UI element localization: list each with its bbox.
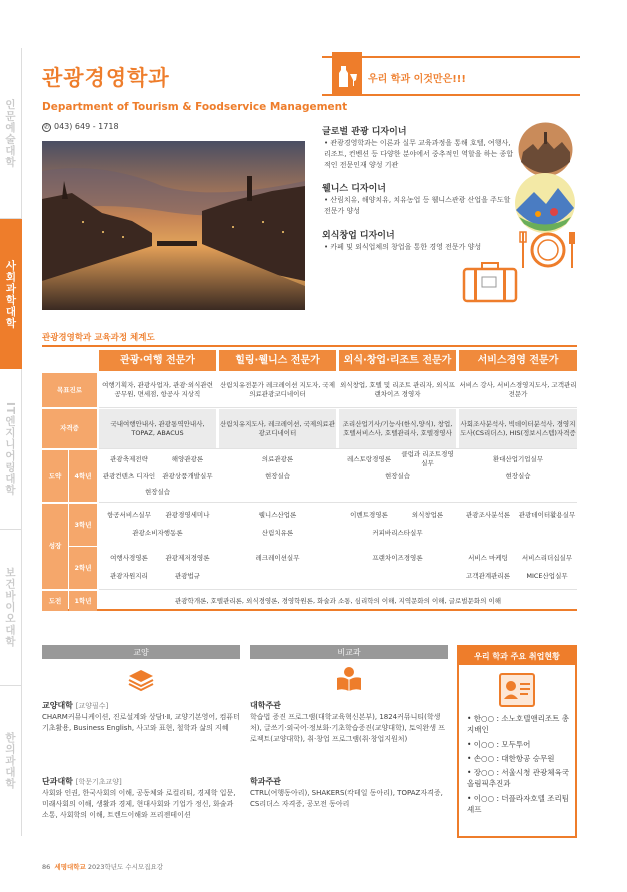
curriculum-title: 관광경영학과 교육과정 체계도 bbox=[42, 333, 155, 343]
employment-item: • 장○○ : 서울시청 관광체육국 올림픽추진과 bbox=[467, 768, 570, 788]
col-head-wellness: 힐링·웰니스 전문가 bbox=[219, 350, 336, 371]
course: 현장실습 bbox=[264, 471, 291, 480]
course: 관광경영세미나 bbox=[165, 510, 210, 519]
course: 고객관계관리론 bbox=[466, 571, 510, 580]
career-desc-food: • 카페 및 외식업체의 창업을 통한 경영 전문가 양성 bbox=[324, 243, 482, 251]
side-tab-label: 한의과대학 bbox=[4, 732, 16, 790]
row-label-goal: 목표진로 bbox=[42, 373, 97, 407]
liberal-text2: 사회와 인권, 한국사회의 이해, 공동체와 로컬리티, 경제학 입문, 미래사회의 이해, 생활과 경제, 현대사회와 기업가 정신, 화술과 소통, 사회학의 이해, 트렌드이해와 프리젠테이션 bbox=[42, 789, 236, 819]
phone-icon: ✆ bbox=[43, 124, 50, 131]
footer-univ: 세명대학교 bbox=[54, 863, 86, 871]
extra-text1: 학습법 증진 프로그램(대학교육혁신본부), 1824커뮤니티(학생처), 글쓰기·외국어·정보화·기초학습증진(교양대학), 토익완생 프로젝트(교양대학), 취·창업 프로그램(취·창업지원처) bbox=[250, 713, 446, 743]
row-label-growth: 성장 bbox=[42, 504, 68, 589]
goal-wellness: 산림치유전문가 레크레이션 지도자, 국제의료관광코디네이터 bbox=[219, 381, 335, 398]
row-label-y1: 1학년 bbox=[69, 591, 97, 611]
license-food: 조리산업기사/기능사(한식,양식), 창업, 호텔서비스사, 호텔관리사, 호텔경영사 bbox=[339, 409, 456, 448]
footer-doc: 2023학년도 수시모집요강 bbox=[87, 863, 164, 871]
employment-item: • 손○○ : 대한항공 승무원 bbox=[467, 754, 555, 763]
course: 웰니스산업론 bbox=[258, 510, 297, 519]
employment-item: • 한○○ : 소노호텔앤리조트 총지배인 bbox=[467, 714, 570, 734]
col-head-tourism: 관광·여행 전문가 bbox=[99, 350, 216, 371]
col-head-food: 외식·창업·리조트 전문가 bbox=[339, 350, 456, 371]
side-tab-social-science[interactable] bbox=[0, 219, 22, 369]
course: 해양관광론 bbox=[171, 454, 204, 463]
employment-item: • 이○○ : 더플라자호텔 조리팀 셰프 bbox=[467, 794, 570, 814]
row-label-leap: 도약 bbox=[42, 450, 68, 502]
id-card-icon bbox=[497, 671, 537, 709]
side-tab-label: 보건바이오대학 bbox=[4, 567, 16, 648]
career-title-wellness: 웰니스 디자이너 bbox=[322, 184, 386, 194]
liberal-sub1 bbox=[42, 700, 108, 711]
careers-box bbox=[322, 56, 580, 304]
course: 관광소비자행동론 bbox=[132, 528, 183, 537]
department-photo bbox=[42, 141, 305, 310]
suitcase-icon bbox=[462, 261, 518, 303]
books-icon bbox=[127, 668, 155, 692]
careers-title: 우리 학과 이것만은!!! bbox=[368, 74, 466, 85]
liberal-text1: CHARM커뮤니케이션, 진로설계와 상담Ⅰ·Ⅱ, 교양기본영어, 컴퓨터기초활용, Business English, 사고와 표현, 철학과 삶의 지혜 bbox=[42, 713, 240, 732]
course: 산림치유론 bbox=[261, 528, 294, 537]
employment-header: 우리 학과 주요 취업현황 bbox=[459, 647, 575, 665]
goal-service: 서비스 강사, 서비스경영지도사, 고객관리전문가 bbox=[459, 381, 577, 398]
course: 여행사경영론 bbox=[110, 553, 148, 562]
course: 클럽과 리조트경영실무 bbox=[401, 450, 454, 467]
side-tab-label: IT엔지니어링대학 bbox=[4, 402, 16, 496]
liberal-sub1-tag: [교양필수] bbox=[75, 702, 109, 710]
side-tab-humanities[interactable] bbox=[0, 48, 22, 218]
first-year-courses: 관광학개론, 호텔관리론, 외식경영론, 경영학원론, 화술과 소통, 심리학의 이해, 지역문화의 이해, 글로벌문화의 이해 bbox=[174, 596, 502, 605]
careers-header bbox=[322, 56, 580, 96]
course: 현장실습 bbox=[505, 471, 531, 480]
course: 환대산업기업실무 bbox=[492, 454, 544, 463]
liberal-sub1-text: 교양대학 bbox=[42, 701, 73, 710]
career-title-food: 외식창업 디자이너 bbox=[322, 231, 395, 241]
goal-tourism: 여행기획자, 관광사업자, 관광·외식관련 공무원, 면세점, 항공사 지상직 bbox=[102, 381, 213, 398]
phone-number bbox=[42, 122, 119, 132]
city-illustration bbox=[518, 122, 573, 177]
row-label-license: 자격증 bbox=[42, 409, 97, 448]
course: 이벤트경영론 bbox=[350, 510, 388, 519]
career-desc-wellness: • 산림치유, 해양치유, 치유농업 등 웰니스관광 산업을 주도할 전문가 양성 bbox=[324, 196, 511, 215]
col-head-service: 서비스경영 전문가 bbox=[459, 350, 577, 371]
extra-text2: CTRL(여행동아리), SHAKERS(칵테일 동아리), TOPAZ자격증, CS리더스 자격증, 공모전 동아리 bbox=[250, 789, 443, 808]
liberal-sub2-tag: [학문기초교양] bbox=[75, 778, 122, 786]
phone-text: 043) 649 - 1718 bbox=[54, 122, 119, 131]
employment-item: • 이○○ : 모두투어 bbox=[467, 740, 531, 749]
liberal-sub2-text: 단과대학 bbox=[42, 777, 73, 786]
course: 관광데이터활용실무 bbox=[518, 510, 576, 519]
course: 관광축제전략 bbox=[110, 454, 148, 463]
course: 서비스 마케팅 bbox=[468, 553, 508, 562]
goal-food: 외식창업, 호텔 및 리조트 관리자, 외식프랜차이즈 경영자 bbox=[340, 381, 455, 398]
row-label-challenge: 도전 bbox=[42, 591, 68, 611]
row-label-y3: 3학년 bbox=[69, 504, 97, 546]
course: 관광자원지리 bbox=[110, 571, 148, 580]
course: 관광컨텐츠 디자인 bbox=[102, 471, 156, 480]
course: 외식창업론 bbox=[411, 510, 444, 519]
course: 관광제저경영론 bbox=[165, 553, 210, 562]
course: MICE산업실무 bbox=[526, 571, 568, 580]
dining-icon bbox=[518, 228, 578, 272]
extra-header: 비교과 bbox=[250, 645, 448, 659]
course: 프랜차이즈경영론 bbox=[372, 553, 423, 562]
course: 항공서비스실무 bbox=[107, 510, 151, 519]
side-tab-label: 인문예술대학 bbox=[4, 98, 16, 168]
page-subtitle: Department of Tourism & Foodservice Management bbox=[42, 101, 348, 113]
extra-sub2: 학과주관 bbox=[250, 777, 281, 786]
course: 커피바리스타실무 bbox=[372, 528, 423, 537]
license-service: 사회조사분석사, 빅데이터분석사, 경영지도사(CS리더스), HIS(정보시스템)자격증 bbox=[459, 409, 577, 448]
side-tab-it-engineering[interactable] bbox=[0, 369, 22, 529]
course: 관광조사분석론 bbox=[466, 510, 510, 519]
curriculum-table bbox=[42, 345, 577, 611]
side-tab-oriental-medicine[interactable] bbox=[0, 686, 22, 836]
side-tab-health-bio[interactable] bbox=[0, 530, 22, 685]
drink-icon bbox=[332, 52, 362, 96]
course: 레크레이션실무 bbox=[255, 553, 300, 562]
footer bbox=[42, 862, 163, 871]
course: 서비스리더십실무 bbox=[521, 553, 573, 562]
employment-box bbox=[457, 645, 577, 838]
side-tab-label: 사회과학대학 bbox=[4, 259, 17, 329]
career-desc-global: • 관광경영학과는 이론과 실무 교육과정을 통해 호텔, 여행사, 리조트, 컨벤션 등 다양한 분야에서 중추적인 역할을 하는 종합적인 전문인재 양성 기관 bbox=[324, 139, 514, 169]
license-tourism: 국내여행안내사, 관광통역안내사, TOPAZ, ABACUS bbox=[99, 409, 216, 448]
hiking-illustration bbox=[514, 172, 576, 234]
course: 관광상품개발실무 bbox=[162, 471, 213, 480]
row-label-y2: 2학년 bbox=[69, 547, 97, 589]
extra-sub1: 대학주관 bbox=[250, 701, 281, 710]
course: 현장실습 bbox=[144, 488, 171, 496]
liberal-header: 교양 bbox=[42, 645, 240, 659]
liberal-sub2 bbox=[42, 776, 122, 787]
course: 현장실습 bbox=[384, 471, 411, 480]
license-wellness: 산림치유지도사, 레크레이션, 국제의료관광코디네이터 bbox=[219, 409, 336, 448]
course: 레스토랑경영론 bbox=[347, 454, 391, 463]
row-label-y4: 4학년 bbox=[69, 450, 97, 502]
page-title: 관광경영학과 bbox=[42, 66, 170, 90]
career-title-global: 글로벌 관광 디자이너 bbox=[322, 127, 407, 137]
page-number: 86 bbox=[42, 863, 51, 871]
reading-icon bbox=[335, 666, 363, 692]
course: 관광법규 bbox=[174, 571, 201, 580]
course: 의료관광론 bbox=[261, 454, 294, 463]
